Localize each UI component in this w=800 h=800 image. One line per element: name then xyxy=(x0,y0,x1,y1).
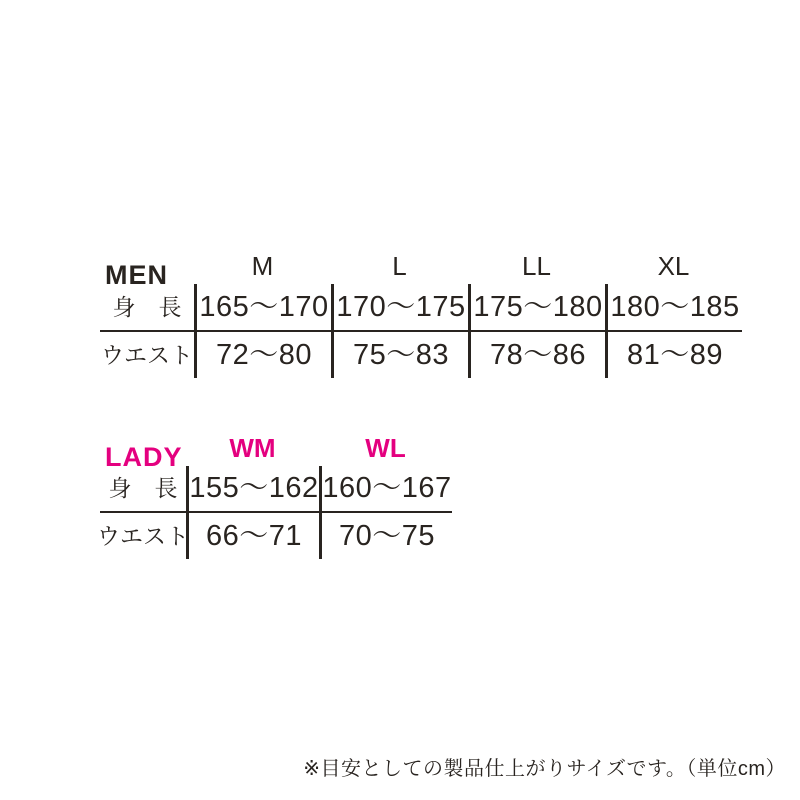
lady-waist-row-label: ウエスト xyxy=(97,522,189,549)
lady-size-header-wm: WM xyxy=(229,433,276,463)
men-section xyxy=(100,238,742,378)
lady-height-row-label: 身 長 xyxy=(100,466,186,513)
men-height-l-value: 170～175 xyxy=(331,284,468,332)
men-height-ll-value: 175～180 xyxy=(468,284,605,332)
lady-size-table xyxy=(97,420,452,559)
lady-height-wl-value: 160～167 xyxy=(319,466,452,513)
men-section-title: MEN xyxy=(105,260,168,291)
lady-waist-wm-value: 66～71 xyxy=(186,513,319,559)
men-waist-row-label: ウエスト xyxy=(101,341,193,368)
men-height-m-value: 165～170 xyxy=(194,284,331,332)
lady-waist-wl-value: 70～75 xyxy=(319,513,452,559)
men-waist-ll-value: 78～86 xyxy=(468,332,605,378)
men-waist-xl-value: 81～89 xyxy=(605,332,742,378)
footnote: ※目安としての製品仕上がりサイズです。（単位cm） xyxy=(303,758,786,780)
lady-section xyxy=(97,420,452,559)
men-size-table xyxy=(100,238,742,378)
men-size-header-m: M xyxy=(251,251,274,281)
men-size-header-ll: LL xyxy=(522,251,551,281)
men-size-header-xl: XL xyxy=(657,251,690,281)
men-waist-l-value: 75～83 xyxy=(331,332,468,378)
lady-section-title: LADY xyxy=(105,442,183,473)
men-waist-m-value: 72～80 xyxy=(194,332,331,378)
lady-size-header-wl: WL xyxy=(365,433,406,463)
men-size-header-l: L xyxy=(392,251,407,281)
men-height-row-label: 身 長 xyxy=(100,284,194,332)
men-height-xl-value: 180～185 xyxy=(605,284,742,332)
lady-height-wm-value: 155～162 xyxy=(186,466,319,513)
